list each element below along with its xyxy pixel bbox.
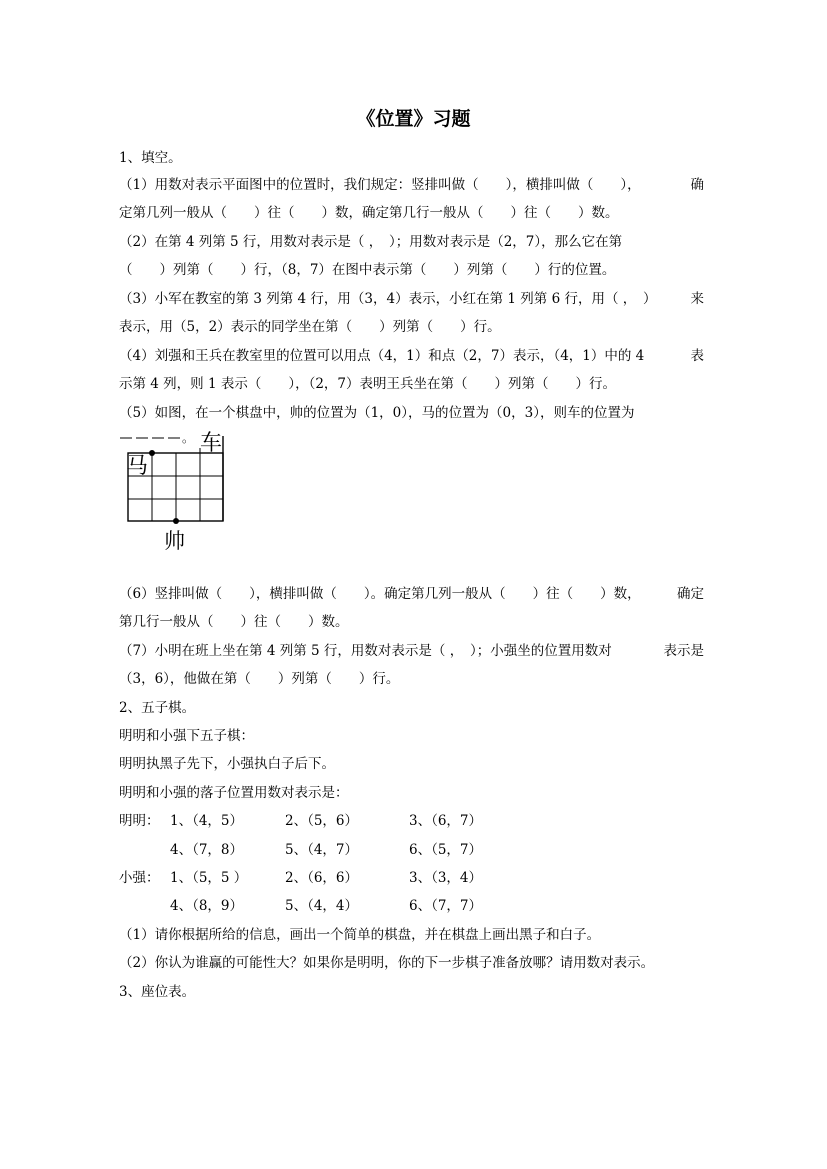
mingming-move: 3、（6，7） (409, 813, 483, 829)
q1-p4-line2: 示第 4 列，则 1 表示（ ），（2，7）表明王兵坐在第（ ）列第（ ）行。 (119, 376, 617, 392)
chess-board-svg (120, 428, 360, 558)
xiaoqiang-move: 2、（6，6） (285, 870, 359, 886)
shuai-piece: 帅 (164, 529, 185, 553)
mingming-move: 4、（7，8） (170, 842, 244, 858)
q2-sub2: （2）你认为谁赢的可能性大？如果你是明明，你的下一步棋子准备放哪？请用数对表示。 (119, 955, 655, 971)
q1-heading: 1、填空。 (119, 150, 182, 166)
q1-p1-line1: （1）用数对表示平面图中的位置时，我们规定：竖排叫做（ ），横排叫做（ ）， 确 (119, 177, 704, 193)
q2-line2: 明明执黑子先下，小强执白子后下。 (119, 756, 335, 772)
q3-heading: 3、座位表。 (119, 984, 196, 1000)
q1-p3-line1: （3）小军在教室的第 3 列第 4 行，用（3，4）表示，小红在第 1 列第 6 行，用（ ， ） 来 (119, 291, 704, 307)
ma-piece: 马 (126, 454, 149, 479)
mingming-move: 5、（4，7） (285, 842, 359, 858)
board-dot-label: 。 (182, 431, 195, 445)
mingming-move: 6、（5，7） (409, 842, 483, 858)
che-piece: 车 (200, 431, 223, 456)
mingming-move: 2、（5，6） (285, 813, 359, 829)
q1-p1-line2: 定第几列一般从（ ）往（ ）数，确定第几行一般从（ ）往（ ）数。 (119, 205, 619, 221)
xiaoqiang-move: 4、（8，9） (170, 898, 244, 914)
xiaoqiang-move: 6、（7，7） (409, 898, 483, 914)
shuai-point (173, 518, 179, 524)
q1-p5: （5）如图，在一个棋盘中，帅的位置为（1，0），马的位置为（0，3），则车的位置为 (119, 405, 635, 421)
mingming-move: 1、（4，5） (170, 813, 244, 829)
ma-point (149, 450, 155, 456)
q1-p6-line1: （6）竖排叫做（ ），横排叫做（ ）。确定第几列一般从（ ）往（ ）数， 确定 (119, 586, 704, 602)
q1-p2-line2: （ ）列第（ ）行，（8，7）在图中表示第（ ）列第（ ）行的位置。 (119, 262, 616, 278)
xiaoqiang-move: 5、（4，4） (285, 898, 359, 914)
q2-line1: 明明和小强下五子棋： (119, 728, 254, 744)
q2-heading: 2、五子棋。 (119, 700, 196, 716)
xiaoqiang-label: 小强： (119, 870, 160, 886)
q1-p3-line2: 表示，用（5，2）表示的同学坐在第（ ）列第（ ）行。 (119, 319, 501, 335)
q1-p4-line1: （4）刘强和王兵在教室里的位置可以用点（4，1）和点（2，7）表示，（4，1）中的 4 表 (119, 348, 704, 364)
q1-p6-line2: 第几行一般从（ ）往（ ）数。 (119, 614, 349, 630)
q1-p2-line1: （2）在第 4 列第 5 行，用数对表示是（ ， ）；用数对表示是（2，7），那么它在第 (119, 234, 623, 250)
chess-board-figure (120, 428, 360, 558)
q1-p7-line2: （3，6），他做在第（ ）列第（ ）行。 (119, 671, 400, 687)
page-title: 《位置》习题 (356, 108, 471, 130)
q2-sub1: （1）请你根据所给的信息，画出一个简单的棋盘，并在棋盘上画出黑子和白子。 (119, 927, 601, 943)
mingming-label: 明明： (119, 813, 160, 829)
xiaoqiang-move: 3、（3，4） (409, 870, 483, 886)
q2-line3: 明明和小强的落子位置用数对表示是： (119, 785, 349, 801)
q1-p7-line1: （7）小明在班上坐在第 4 列第 5 行，用数对表示是（ ， ）；小强坐的位置用数对 表示是 (119, 643, 704, 659)
xiaoqiang-move: 1、（5，5 ） (170, 870, 248, 886)
